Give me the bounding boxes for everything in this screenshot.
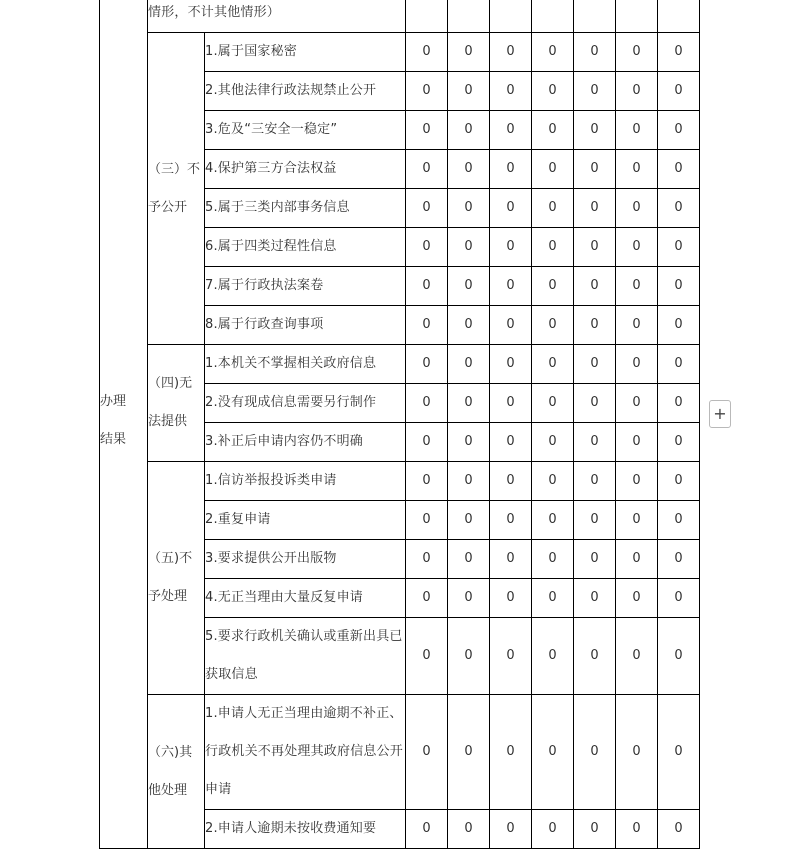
item-label: 1.申请人无正当理由逾期不补正、行政机关不再处理其政府信息公开申请 [205, 695, 406, 810]
count-cell: 0 [616, 228, 658, 267]
count-cell: 0 [448, 810, 490, 849]
count-cell: 0 [658, 579, 700, 618]
count-cell: 0 [658, 423, 700, 462]
item-label: 5.属于三类内部事务信息 [205, 189, 406, 228]
count-cell: 0 [616, 150, 658, 189]
count-cell: 0 [448, 423, 490, 462]
count-cell: 0 [574, 384, 616, 423]
count-cell: 0 [616, 189, 658, 228]
count-cell: 0 [406, 810, 448, 849]
count-cell: 0 [574, 189, 616, 228]
item-label: 5.要求行政机关确认或重新出具已获取信息 [205, 618, 406, 695]
count-cell: 0 [658, 462, 700, 501]
item-label: 6.属于四类过程性信息 [205, 228, 406, 267]
count-cell: 0 [406, 189, 448, 228]
count-cell: 0 [574, 33, 616, 72]
count-cell: 0 [658, 618, 700, 695]
count-cell: 0 [490, 501, 532, 540]
count-cell: 0 [574, 540, 616, 579]
count-cell: 0 [406, 306, 448, 345]
count-cell: 0 [658, 695, 700, 810]
category-label: （三）不予公开 [148, 33, 205, 345]
partial-condition-text: 情形，不计其他情形） [148, 0, 406, 33]
count-cell: 0 [448, 501, 490, 540]
count-cell: 0 [658, 150, 700, 189]
item-label: 1.属于国家秘密 [205, 33, 406, 72]
count-cell: 0 [490, 150, 532, 189]
count-cell: 0 [448, 618, 490, 695]
outcome-label-line: 结果 [100, 432, 127, 447]
count-cell: 0 [406, 150, 448, 189]
item-label: 8.属于行政查询事项 [205, 306, 406, 345]
count-cell: 0 [532, 72, 574, 111]
item-label: 1.本机关不掌握相关政府信息 [205, 345, 406, 384]
expand-button[interactable] [709, 400, 731, 428]
count-cell: 0 [448, 189, 490, 228]
count-cell: 0 [406, 111, 448, 150]
count-cell: 0 [532, 618, 574, 695]
count-cell: 0 [574, 228, 616, 267]
count-cell: 0 [658, 267, 700, 306]
count-cell: 0 [658, 306, 700, 345]
count-cell: 0 [616, 579, 658, 618]
count-cell: 0 [658, 33, 700, 72]
item-label: 3.补正后申请内容仍不明确 [205, 423, 406, 462]
count-cell: 0 [490, 579, 532, 618]
count-cell: 0 [490, 267, 532, 306]
table-row [100, 345, 700, 384]
count-cell: 0 [574, 618, 616, 695]
count-cell: 0 [574, 462, 616, 501]
count-cell: 0 [448, 33, 490, 72]
table-row [100, 33, 700, 72]
count-cell: 0 [532, 579, 574, 618]
count-cell: 0 [616, 540, 658, 579]
item-label: 7.属于行政执法案卷 [205, 267, 406, 306]
count-cell: 0 [406, 423, 448, 462]
count-cell: 0 [406, 267, 448, 306]
item-label: 2.申请人逾期未按收费通知要 [205, 810, 406, 849]
count-cell: 0 [448, 462, 490, 501]
item-label: 2.重复申请 [205, 501, 406, 540]
count-cell: 0 [406, 501, 448, 540]
count-cell: 0 [574, 695, 616, 810]
count-cell: 0 [490, 423, 532, 462]
count-cell: 0 [490, 306, 532, 345]
count-cell: 0 [616, 345, 658, 384]
count-cell: 0 [658, 540, 700, 579]
count-cell: 0 [616, 72, 658, 111]
count-cell: 0 [616, 267, 658, 306]
info-disclosure-table [99, 0, 700, 849]
item-label: 4.无正当理由大量反复申请 [205, 579, 406, 618]
count-cell: 0 [658, 384, 700, 423]
count-cell: 0 [448, 306, 490, 345]
count-cell: 0 [616, 111, 658, 150]
count-cell: 0 [406, 72, 448, 111]
count-cell: 0 [574, 267, 616, 306]
count-cell: 0 [658, 189, 700, 228]
category-label: （六)其他处理 [148, 695, 205, 849]
count-cell: 0 [574, 72, 616, 111]
count-cell: 0 [532, 501, 574, 540]
count-cell: 0 [406, 228, 448, 267]
count-cell: 0 [406, 695, 448, 810]
item-label: 1.信访举报投诉类申请 [205, 462, 406, 501]
count-cell: 0 [616, 810, 658, 849]
count-cell: 0 [448, 72, 490, 111]
count-cell: 0 [616, 501, 658, 540]
count-cell: 0 [574, 501, 616, 540]
count-cell: 0 [616, 306, 658, 345]
count-cell: 0 [658, 810, 700, 849]
count-cell: 0 [490, 111, 532, 150]
count-cell: 0 [448, 540, 490, 579]
count-cell: 0 [406, 579, 448, 618]
count-cell: 0 [532, 150, 574, 189]
count-cell: 0 [574, 423, 616, 462]
plus-icon: + [713, 404, 727, 423]
item-label: 3.要求提供公开出版物 [205, 540, 406, 579]
count-cell: 0 [532, 695, 574, 810]
count-cell: 0 [532, 540, 574, 579]
count-cell: 0 [616, 384, 658, 423]
count-cell: 0 [574, 579, 616, 618]
count-cell: 0 [616, 618, 658, 695]
count-cell: 0 [490, 189, 532, 228]
count-cell: 0 [490, 33, 532, 72]
count-cell: 0 [490, 695, 532, 810]
count-cell: 0 [532, 306, 574, 345]
count-cell: 0 [448, 345, 490, 384]
count-cell: 0 [448, 150, 490, 189]
count-cell: 0 [532, 810, 574, 849]
count-cell: 0 [574, 306, 616, 345]
count-cell: 0 [448, 579, 490, 618]
count-cell: 0 [448, 695, 490, 810]
count-cell: 0 [490, 72, 532, 111]
count-cell: 0 [406, 33, 448, 72]
count-cell: 0 [658, 72, 700, 111]
item-label: 4.保护第三方合法权益 [205, 150, 406, 189]
count-cell: 0 [574, 150, 616, 189]
count-cell: 0 [406, 540, 448, 579]
count-cell: 0 [490, 384, 532, 423]
outcome-label-cell [100, 0, 148, 849]
count-cell: 0 [658, 228, 700, 267]
table-row [100, 462, 700, 501]
count-cell: 0 [616, 423, 658, 462]
count-cell: 0 [532, 384, 574, 423]
outcome-label-line: 办理 [100, 394, 127, 409]
count-cell: 0 [616, 462, 658, 501]
item-label: 2.没有现成信息需要另行制作 [205, 384, 406, 423]
count-cell: 0 [574, 345, 616, 384]
count-cell: 0 [616, 33, 658, 72]
count-cell: 0 [406, 345, 448, 384]
count-cell: 0 [406, 384, 448, 423]
count-cell: 0 [448, 111, 490, 150]
count-cell: 0 [532, 33, 574, 72]
count-cell: 0 [448, 384, 490, 423]
count-cell: 0 [616, 695, 658, 810]
count-cell: 0 [574, 111, 616, 150]
count-cell: 0 [574, 810, 616, 849]
count-cell: 0 [658, 345, 700, 384]
count-cell: 0 [532, 423, 574, 462]
count-cell: 0 [448, 228, 490, 267]
count-cell: 0 [490, 228, 532, 267]
count-cell: 0 [406, 462, 448, 501]
count-cell: 0 [490, 540, 532, 579]
count-cell: 0 [658, 111, 700, 150]
count-cell: 0 [490, 462, 532, 501]
count-cell: 0 [532, 345, 574, 384]
count-cell: 0 [532, 228, 574, 267]
count-cell: 0 [490, 618, 532, 695]
count-cell: 0 [406, 618, 448, 695]
count-cell: 0 [490, 345, 532, 384]
table-row [100, 0, 700, 33]
count-cell: 0 [658, 501, 700, 540]
category-label: （五)不予处理 [148, 462, 205, 695]
item-label: 2.其他法律行政法规禁止公开 [205, 72, 406, 111]
count-cell: 0 [532, 462, 574, 501]
count-cell: 0 [532, 189, 574, 228]
count-cell: 0 [532, 267, 574, 306]
count-cell: 0 [490, 810, 532, 849]
count-cell: 0 [448, 267, 490, 306]
item-label: 3.危及“三安全一稳定” [205, 111, 406, 150]
category-label: （四)无法提供 [148, 345, 205, 462]
count-cell: 0 [532, 111, 574, 150]
table-row [100, 695, 700, 810]
